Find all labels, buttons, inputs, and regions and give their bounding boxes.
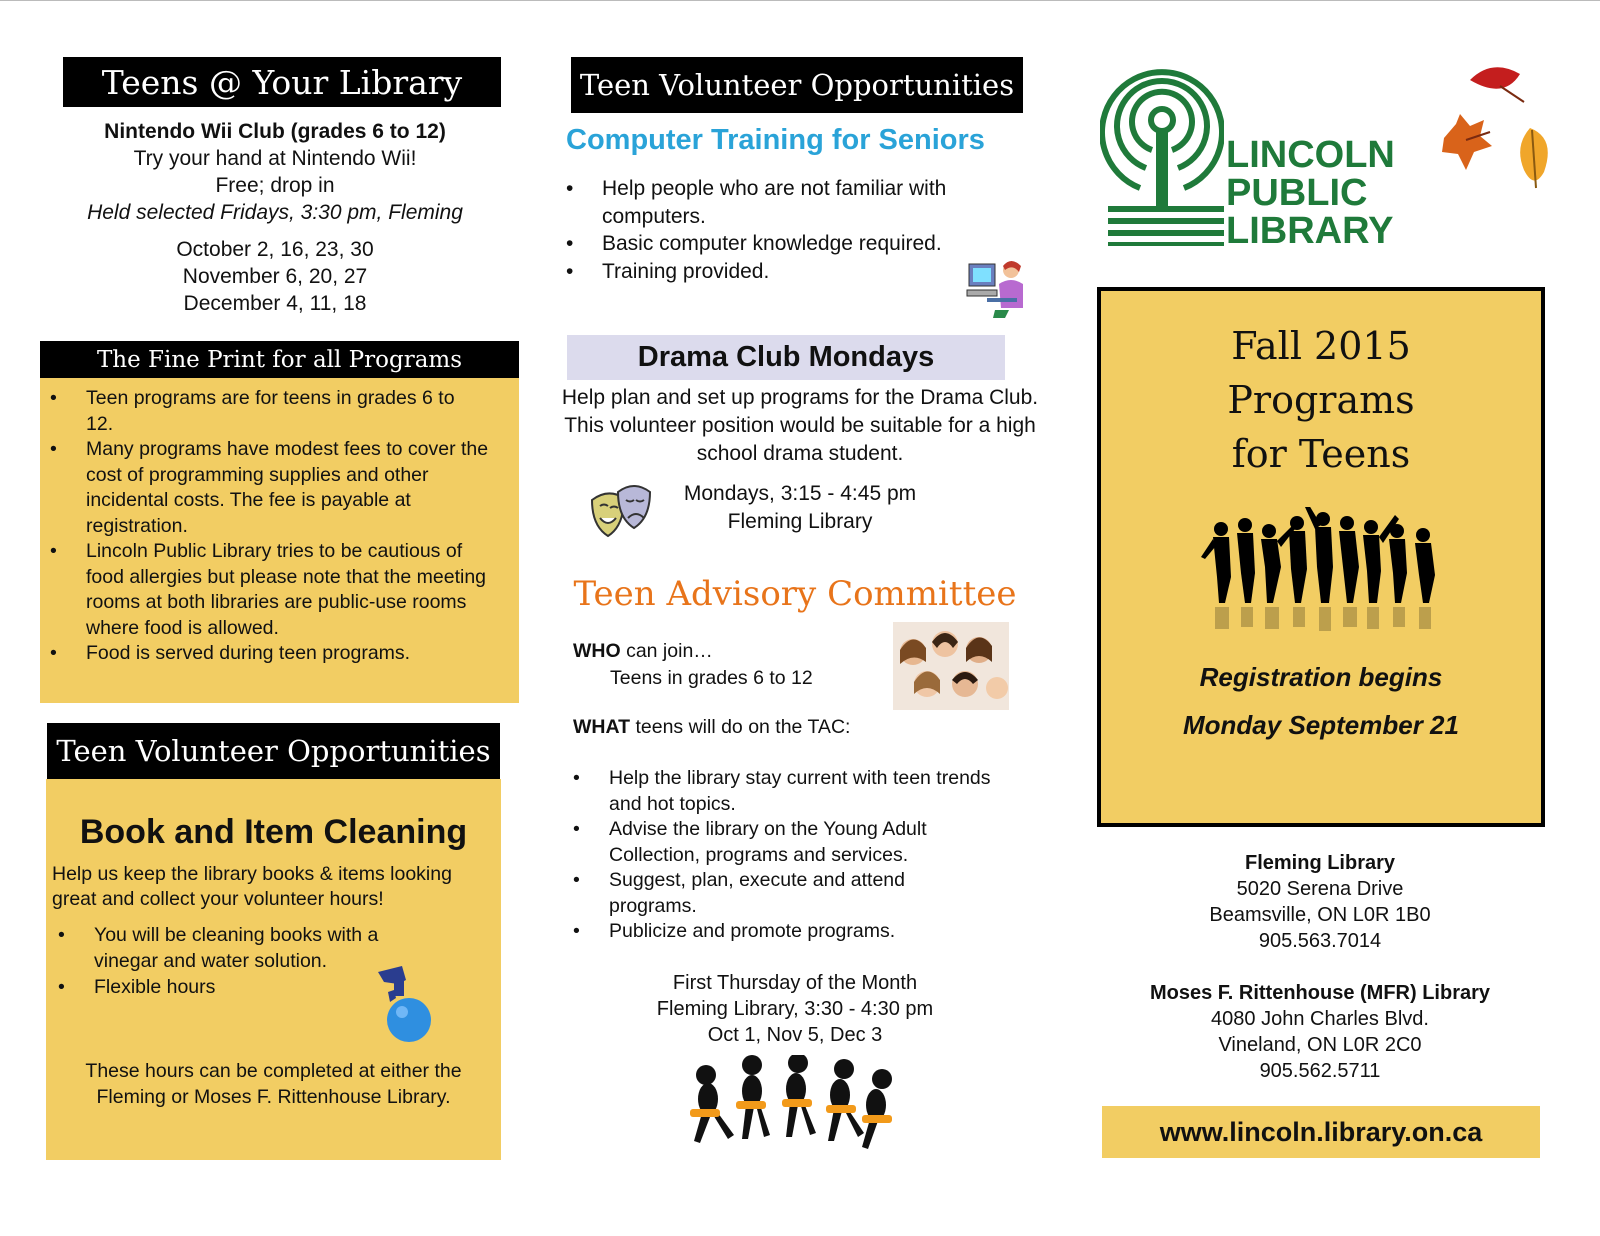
dancing-teens-silhouette [1201, 507, 1441, 635]
tac-schedule-line: First Thursday of the Month [672, 972, 918, 994]
fine-print-item: • Food is served during teen programs. [44, 641, 511, 667]
drama-club-time: Mondays, 3:15 - 4:45 pm [683, 482, 917, 505]
book-cleaning-item: • Flexible hours [52, 974, 425, 1000]
tac-who-label: WHO [573, 640, 621, 662]
fleming-city: Beamsville, ON L0R 1B0 [1209, 904, 1431, 926]
mfr-address: 4080 John Charles Blvd. [1211, 1008, 1429, 1030]
drama-club-desc: Help plan and set up programs for the Drama Club. This volunteer position would be suitable for a high school drama student. [561, 386, 1039, 465]
book-cleaning-intro: Help us keep the library books & items looking great and collect your volunteer hours! [52, 863, 452, 910]
tac-schedule-line: Fleming Library, 3:30 - 4:30 pm [656, 998, 934, 1020]
mfr-city: Vineland, ON L0R 2C0 [1218, 1034, 1422, 1056]
computer-training-item: • Help people who are not familiar with computers. [560, 175, 1020, 230]
tac-title: Teen Advisory Committee [573, 574, 1017, 614]
autumn-leaves-icon [1440, 60, 1570, 200]
wii-club-line: Try your hand at Nintendo Wii! [133, 147, 417, 170]
library-logo-icon [1100, 58, 1224, 246]
teens-at-library-header: Teens @ Your Library [63, 57, 501, 107]
library-logo-text [1226, 136, 1395, 250]
computer-training-list [560, 175, 1020, 285]
tac-who [573, 638, 873, 692]
tac-item: • Publicize and promote programs. [567, 919, 997, 945]
mfr-library-contact [1100, 980, 1540, 1084]
teens-group-photo [893, 622, 1009, 710]
wii-date-row: October 2, 16, 23, 30 [176, 238, 374, 261]
logo-line: LINCOLN [1226, 134, 1395, 176]
program-title [1101, 319, 1541, 481]
registration-line: Monday September 21 [1183, 710, 1459, 740]
fleming-library-contact [1100, 850, 1540, 954]
book-cleaning-item: • You will be cleaning books with a vinegar and water solution. [52, 922, 425, 974]
logo-line: PUBLIC [1226, 172, 1368, 214]
fleming-phone: 905.563.7014 [1258, 930, 1382, 952]
tac-who-text: can join… [620, 640, 713, 662]
program-box [1097, 287, 1545, 827]
tac-what-text: teens will do on the TAC: [630, 716, 851, 738]
fine-print-item: • Many programs have modest fees to cover the cost of programming supplies and other incidental costs. The fee is payable at registration. [44, 437, 511, 539]
drama-club-schedule [640, 480, 960, 536]
wii-date-row: December 4, 11, 18 [183, 292, 367, 315]
tac-item: • Suggest, plan, execute and attend programs. [567, 868, 997, 919]
mfr-phone: 905.562.5711 [1259, 1060, 1381, 1082]
registration-line: Registration begins [1199, 662, 1443, 692]
tac-schedule [590, 970, 1000, 1048]
tac-item: • Help the library stay current with teen trends and hot topics. [567, 766, 997, 817]
computer-training-item: • Basic computer knowledge required. [560, 230, 1020, 258]
fleming-name: Fleming Library [1244, 852, 1396, 874]
wii-club-fee: Free; drop in [215, 174, 335, 197]
tac-what [573, 714, 973, 741]
wii-club-title: Nintendo Wii Club (grades 6 to 12) [104, 120, 446, 143]
fleming-address: 5020 Serena Drive [1236, 878, 1404, 900]
website-link[interactable]: www.lincoln.library.on.ca [1102, 1106, 1540, 1158]
program-title-line: for Teens [1231, 432, 1411, 476]
fine-print-box [40, 378, 519, 703]
tac-schedule-line: Oct 1, Nov 5, Dec 3 [707, 1024, 883, 1046]
wii-club-schedule: Held selected Fridays, 3:30 pm, Fleming [87, 201, 463, 224]
volunteer-header-middle: Teen Volunteer Opportunities [571, 57, 1023, 113]
tac-item: • Advise the library on the Young Adult Collection, programs and services. [567, 817, 997, 868]
book-cleaning-title: Book and Item Cleaning [79, 813, 468, 851]
fine-print-item: • Teen programs are for teens in grades 6 to 12. [44, 386, 511, 437]
registration-info [1101, 653, 1541, 749]
computer-user-icon [965, 258, 1027, 320]
drama-club-place: Fleming Library [727, 510, 873, 533]
book-cleaning-footer: These hours can be completed at either the Fleming or Moses F. Rittenhouse Library. [85, 1060, 462, 1108]
computer-training-item: • Training provided. [560, 258, 1020, 286]
program-title-line: Programs [1227, 378, 1415, 422]
tac-list [567, 766, 997, 945]
drama-club-title: Drama Club Mondays [567, 335, 1005, 380]
computer-training-title: Computer Training for Seniors [566, 124, 985, 156]
spray-bottle-icon [372, 962, 442, 1042]
logo-line: LIBRARY [1226, 210, 1394, 252]
wii-date-row: November 6, 20, 27 [182, 265, 368, 288]
fine-print-item: • Lincoln Public Library tries to be cautious of food allergies but please note that the meeting rooms at both libraries are public-use rooms where food is allowed. [44, 539, 511, 641]
meeting-people-icon [682, 1055, 904, 1151]
program-title-line: Fall 2015 [1231, 324, 1411, 368]
tac-what-label: WHAT [573, 716, 631, 738]
fine-print-header: The Fine Print for all Programs [40, 341, 519, 378]
mfr-name: Moses F. Rittenhouse (MFR) Library [1149, 982, 1491, 1004]
tac-who-detail: Teens in grades 6 to 12 [610, 667, 813, 689]
top-divider [0, 0, 1600, 1]
volunteer-header-left: Teen Volunteer Opportunities [47, 723, 500, 779]
wii-club-section [40, 118, 510, 317]
